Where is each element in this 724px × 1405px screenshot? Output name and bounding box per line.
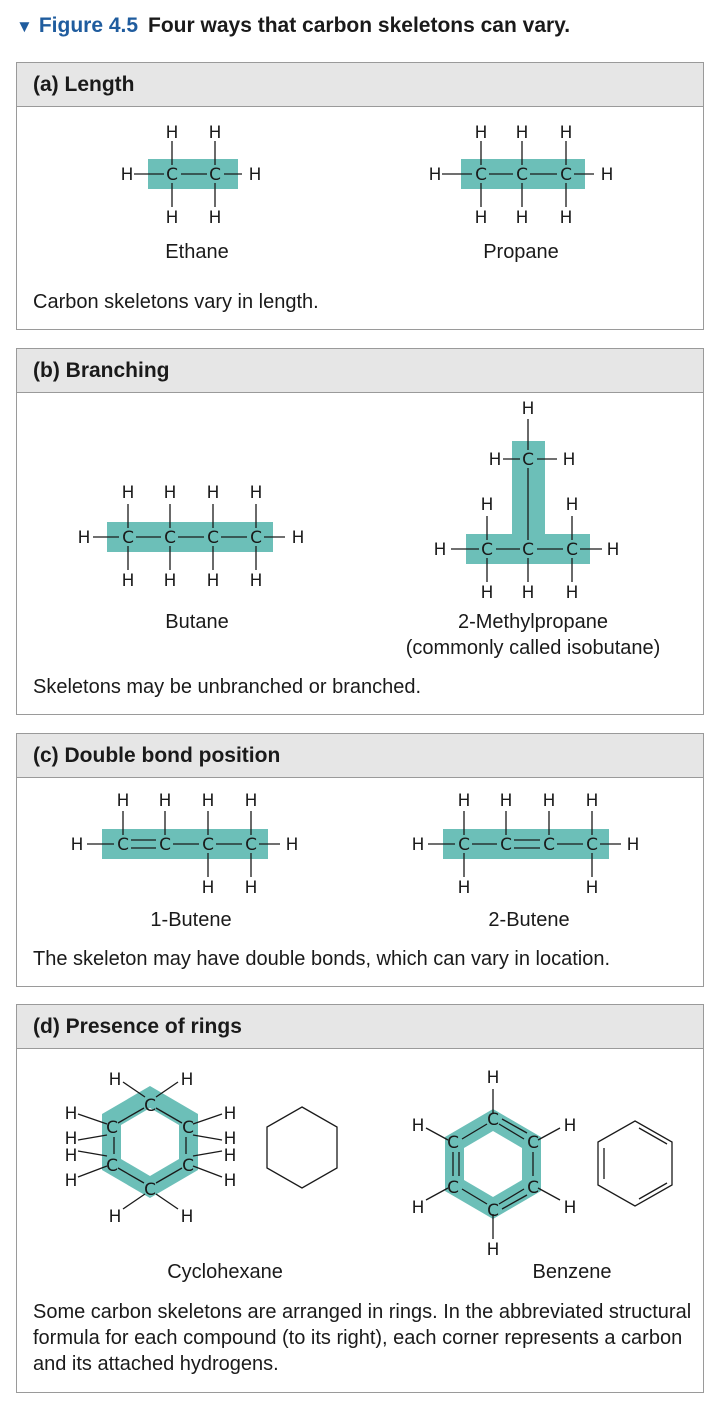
svg-text:C: C	[458, 835, 470, 855]
svg-text:H: H	[249, 483, 263, 503]
svg-text:C: C	[447, 1178, 459, 1198]
svg-text:H: H	[488, 450, 502, 470]
propane-label: Propane	[483, 241, 559, 263]
svg-text:C: C	[522, 540, 534, 560]
svg-text:C: C	[122, 528, 134, 548]
1-butene-label: 1-Butene	[150, 909, 232, 931]
panel-heading: (a) Length	[17, 63, 703, 107]
svg-text:H: H	[163, 571, 177, 591]
propane-structure	[429, 123, 614, 228]
cyclohexane-skeletal-formula	[267, 1107, 337, 1188]
figure-marker: ▼	[16, 17, 33, 36]
svg-text:H: H	[165, 208, 179, 228]
svg-text:H: H	[223, 1171, 237, 1191]
svg-text:H: H	[562, 450, 576, 470]
svg-text:H: H	[585, 878, 599, 898]
svg-text:C: C	[159, 835, 171, 855]
svg-text:H: H	[480, 495, 494, 515]
svg-text:H: H	[223, 1146, 237, 1166]
butane-label: Butane	[165, 611, 229, 633]
svg-text:C: C	[207, 528, 219, 548]
svg-text:H: H	[600, 165, 614, 185]
svg-text:H: H	[563, 1198, 577, 1218]
isobutane-common-name: (commonly called isobutane)	[405, 637, 661, 659]
svg-text:C: C	[527, 1133, 539, 1153]
benzene-skeletal-formula	[598, 1121, 672, 1206]
svg-text:H: H	[223, 1104, 237, 1124]
1-butene-structure	[71, 791, 299, 898]
svg-text:H: H	[559, 123, 573, 143]
svg-text:C: C	[447, 1133, 459, 1153]
svg-text:C: C	[182, 1156, 194, 1176]
panel-caption: Some carbon skeletons are arranged in rings. In the abbreviated structural formula for each compound (to its right), each corner represents a carbon and its attached hydrogens.	[33, 1301, 692, 1375]
svg-text:H: H	[201, 791, 215, 811]
svg-text:H: H	[285, 835, 299, 855]
svg-text:H: H	[180, 1207, 194, 1227]
svg-text:H: H	[165, 123, 179, 143]
figure-title	[16, 14, 570, 38]
2-butene-structure	[412, 791, 640, 898]
svg-text:C: C	[475, 165, 487, 185]
svg-text:H: H	[180, 1070, 194, 1090]
svg-text:H: H	[433, 540, 447, 560]
svg-text:C: C	[106, 1118, 118, 1138]
panel-heading: (c) Double bond position	[17, 734, 703, 778]
svg-text:H: H	[521, 583, 535, 603]
svg-text:H: H	[108, 1070, 122, 1090]
svg-text:H: H	[585, 791, 599, 811]
svg-text:H: H	[64, 1171, 78, 1191]
svg-text:H: H	[64, 1129, 78, 1149]
svg-text:C: C	[527, 1178, 539, 1198]
svg-text:H: H	[163, 483, 177, 503]
svg-text:H: H	[64, 1146, 78, 1166]
ethane-structure	[121, 123, 262, 228]
svg-text:H: H	[116, 791, 130, 811]
svg-text:H: H	[521, 399, 535, 419]
panel-caption: The skeleton may have double bonds, which can vary in location.	[33, 948, 611, 970]
svg-text:H: H	[565, 583, 579, 603]
svg-text:H: H	[208, 208, 222, 228]
isobutane-label: 2-Methylpropane	[457, 611, 609, 633]
figure-title-text: Four ways that carbon skeletons can vary.	[148, 14, 571, 37]
svg-text:H: H	[291, 528, 305, 548]
svg-text:H: H	[486, 1068, 500, 1088]
svg-text:H: H	[411, 1198, 425, 1218]
svg-text:H: H	[158, 791, 172, 811]
svg-text:C: C	[209, 165, 221, 185]
svg-text:C: C	[245, 835, 257, 855]
svg-text:C: C	[543, 835, 555, 855]
svg-text:C: C	[560, 165, 572, 185]
svg-text:H: H	[606, 540, 620, 560]
svg-text:C: C	[144, 1096, 156, 1116]
svg-text:C: C	[144, 1180, 156, 1200]
svg-text:H: H	[411, 835, 425, 855]
svg-text:H: H	[559, 208, 573, 228]
benzene-structure	[412, 1068, 577, 1260]
panel-heading: (b) Branching	[17, 349, 703, 393]
panel-length	[16, 62, 704, 330]
svg-text:H: H	[457, 878, 471, 898]
svg-text:C: C	[164, 528, 176, 548]
svg-text:C: C	[117, 835, 129, 855]
panel-double-bond	[16, 733, 704, 987]
svg-text:C: C	[166, 165, 178, 185]
svg-text:H: H	[121, 483, 135, 503]
isobutane-structure	[434, 399, 620, 603]
panel-rings	[16, 1004, 704, 1393]
figure-number: Figure 4.5	[38, 14, 139, 37]
svg-text:H: H	[120, 165, 134, 185]
svg-text:C: C	[202, 835, 214, 855]
svg-text:H: H	[206, 571, 220, 591]
svg-text:H: H	[208, 123, 222, 143]
cyclohexane-label: Cyclohexane	[167, 1261, 283, 1283]
svg-text:H: H	[542, 791, 556, 811]
svg-text:C: C	[481, 540, 493, 560]
benzene-label: Benzene	[532, 1261, 612, 1283]
panel-caption: Skeletons may be unbranched or branched.	[33, 676, 422, 698]
cyclohexane-structure	[65, 1070, 237, 1227]
svg-text:C: C	[586, 835, 598, 855]
svg-text:C: C	[522, 450, 534, 470]
svg-text:H: H	[206, 483, 220, 503]
svg-text:H: H	[474, 123, 488, 143]
svg-text:H: H	[411, 1116, 425, 1136]
panel-b-structures	[17, 393, 705, 716]
ethane-label: Ethane	[165, 241, 229, 263]
svg-text:C: C	[500, 835, 512, 855]
svg-text:H: H	[563, 1116, 577, 1136]
svg-text:C: C	[516, 165, 528, 185]
svg-text:H: H	[626, 835, 640, 855]
svg-text:H: H	[77, 528, 91, 548]
svg-text:H: H	[248, 165, 262, 185]
svg-text:H: H	[499, 791, 513, 811]
svg-text:C: C	[182, 1118, 194, 1138]
svg-text:C: C	[487, 1201, 499, 1221]
svg-text:H: H	[244, 791, 258, 811]
svg-text:C: C	[106, 1156, 118, 1176]
svg-text:H: H	[64, 1104, 78, 1124]
2-butene-label: 2-Butene	[488, 909, 570, 931]
svg-text:H: H	[457, 791, 471, 811]
svg-text:H: H	[249, 571, 263, 591]
panel-caption: Carbon skeletons vary in length.	[33, 291, 319, 313]
svg-text:H: H	[108, 1207, 122, 1227]
svg-text:C: C	[250, 528, 262, 548]
svg-text:H: H	[223, 1129, 237, 1149]
svg-text:H: H	[201, 878, 215, 898]
svg-text:H: H	[515, 208, 529, 228]
svg-text:H: H	[428, 165, 442, 185]
panel-branching	[16, 348, 704, 715]
svg-text:H: H	[244, 878, 258, 898]
svg-text:H: H	[515, 123, 529, 143]
svg-text:H: H	[486, 1240, 500, 1260]
svg-text:H: H	[474, 208, 488, 228]
butane-structure	[78, 483, 305, 591]
svg-text:H: H	[480, 583, 494, 603]
svg-text:H: H	[70, 835, 84, 855]
svg-text:C: C	[566, 540, 578, 560]
svg-text:H: H	[565, 495, 579, 515]
panel-heading: (d) Presence of rings	[17, 1005, 703, 1049]
svg-text:H: H	[121, 571, 135, 591]
svg-text:C: C	[487, 1110, 499, 1130]
